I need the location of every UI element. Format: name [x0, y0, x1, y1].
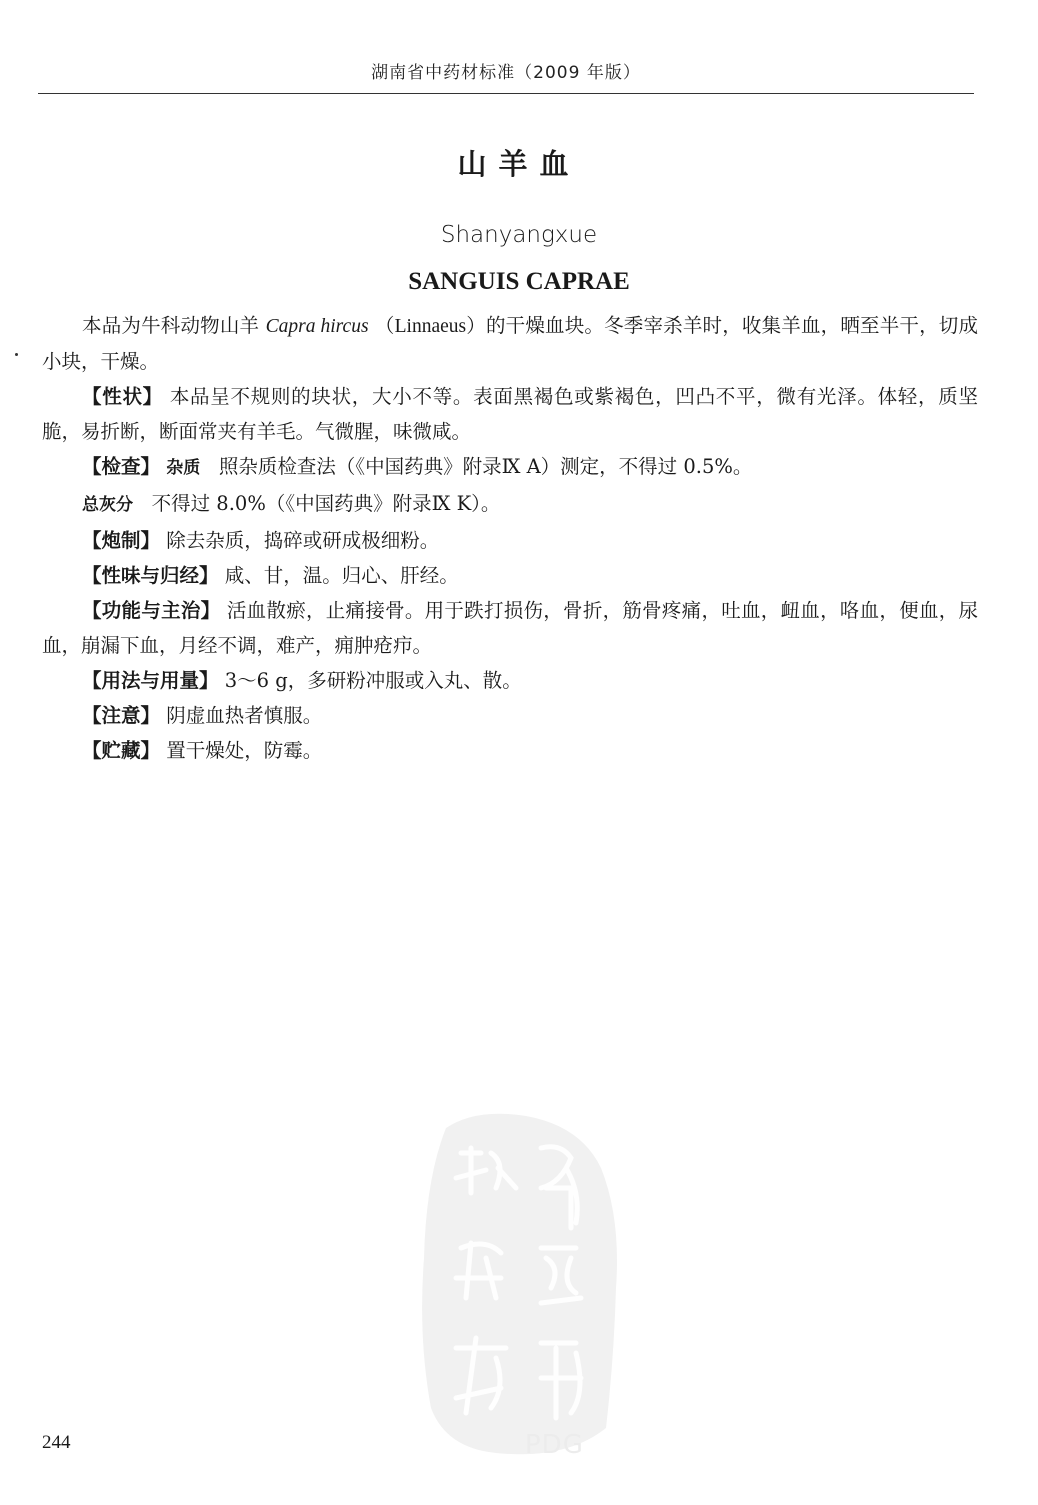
- description-text: 本品呈不规则的块状，大小不等。表面黑褐色或紫褐色，凹凸不平，微有光泽。体轻，质坚脆，易折断，断面常夹有羊毛。气微腥，味微咸。: [42, 385, 978, 443]
- storage-text: 置干燥处，防霉。: [166, 739, 323, 762]
- processing-text: 除去杂质，捣碎或研成极细粉。: [166, 529, 440, 552]
- caution-paragraph: [42, 698, 978, 733]
- inspection-label: 【检查】: [82, 455, 161, 478]
- usage-label: 【用法与用量】: [82, 669, 219, 692]
- scan-speck: [15, 353, 18, 356]
- nature-text: 咸、甘，温。归心、肝经。: [224, 564, 459, 587]
- entry-latin-name: SANGUIS CAPRAE: [408, 268, 630, 295]
- entry-title: 山羊血: [457, 147, 581, 181]
- intro-text-1: 本品为牛科动物山羊: [82, 314, 260, 337]
- processing-paragraph: [42, 523, 978, 558]
- ash-label: 总灰分: [82, 495, 133, 515]
- species-name: Capra hircus: [265, 316, 369, 337]
- ash-text: 不得过 8.0%（《中国药典》附录Ⅸ K）。: [151, 492, 501, 515]
- impurity-text: 照杂质检查法（《中国药典》附录Ⅸ A）测定，不得过 0.5%。: [218, 455, 753, 478]
- inspection-paragraph: [42, 449, 978, 486]
- function-label: 【功能与主治】: [82, 599, 221, 622]
- seal-watermark: [416, 1108, 626, 1468]
- description-label: 【性状】: [82, 385, 163, 408]
- ash-paragraph: [42, 486, 978, 523]
- monograph-body: [42, 308, 978, 768]
- running-header: 湖南省中药材标准（2009 年版）: [371, 63, 641, 83]
- caution-text: 阴虚血热者慎服。: [166, 704, 323, 727]
- description-paragraph: [42, 379, 978, 449]
- page-number: 244: [42, 1432, 71, 1453]
- watermark-label: PDG: [525, 1430, 584, 1460]
- intro-text-2: （: [374, 314, 395, 337]
- function-text: 活血散瘀，止痛接骨。用于跌打损伤，骨折，筋骨疼痛，吐血，衄血，咯血，便血，尿血，崩漏下血，月经不调，难产，痈肿疮疖。: [42, 599, 978, 657]
- usage-text: 3～6 g，多研粉冲服或入丸、散。: [224, 669, 522, 692]
- caution-label: 【注意】: [82, 704, 161, 727]
- intro-text-3: ）的干燥血块。冬季宰杀羊时，收集羊血，晒至半干，切成小块，干燥。: [42, 314, 978, 373]
- nature-label: 【性味与归经】: [82, 564, 219, 587]
- impurity-label: 杂质: [166, 458, 201, 478]
- storage-label: 【贮藏】: [82, 739, 161, 762]
- entry-pinyin: Shanyangxue: [440, 222, 598, 248]
- nature-paragraph: [42, 558, 978, 593]
- species-authority: Linnaeus: [394, 316, 467, 337]
- processing-label: 【炮制】: [82, 529, 161, 552]
- header-rule: [38, 93, 974, 94]
- usage-paragraph: [42, 663, 978, 698]
- storage-paragraph: [42, 733, 978, 768]
- intro-paragraph: [42, 308, 978, 379]
- function-paragraph: [42, 593, 978, 663]
